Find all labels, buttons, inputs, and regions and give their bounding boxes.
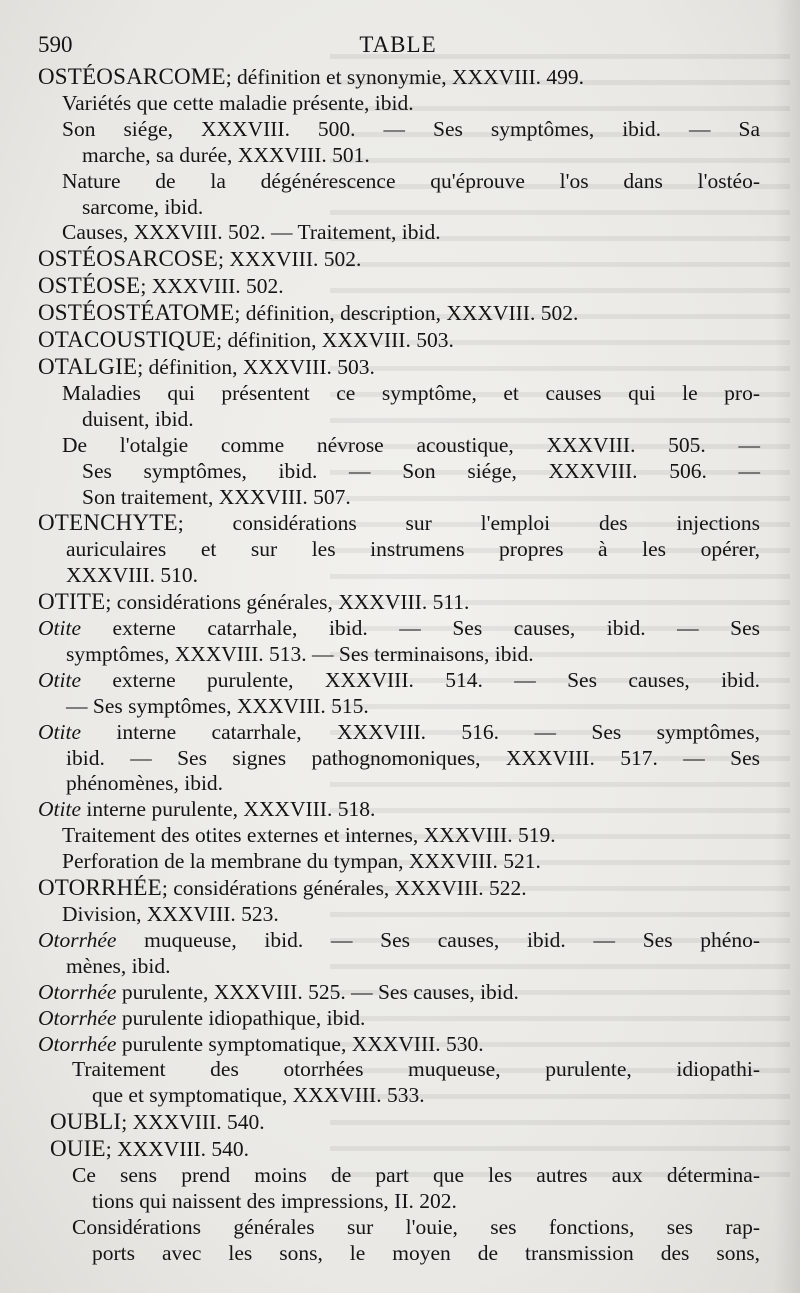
index-subentry xyxy=(38,849,760,875)
index-subentry xyxy=(38,117,760,169)
page-number: 590 xyxy=(38,32,73,57)
index-entry xyxy=(38,354,760,381)
entry-text: ; définition et synonymie, XXXVIII. 499. xyxy=(225,65,584,89)
entry-text: purulente, XXXVIII. 525. — Ses causes, ibid. xyxy=(116,979,519,1004)
entry-text: ; définition, description, XXXVIII. 502. xyxy=(234,301,579,326)
entry-heading-italic: Otite xyxy=(38,667,81,692)
entry-text: ; considérations générales, XXXVIII. 522. xyxy=(161,876,527,901)
entry-heading: OTACOUSTIQUE xyxy=(38,327,217,353)
index-entries xyxy=(38,64,760,1267)
index-entry xyxy=(38,64,760,91)
entry-text: Traitement des otites externes et internes, XXXVIII. 519. xyxy=(62,823,556,848)
entry-text: ; XXXVIII. 502. xyxy=(140,274,284,299)
entry-text: Causes, XXXVIII. 502. — Traitement, ibid. xyxy=(62,220,441,245)
entry-text: ; définition, XXXVIII. 503. xyxy=(216,328,454,353)
entry-text: ; XXXVIII. 540. xyxy=(121,1110,265,1135)
index-entry xyxy=(38,797,760,823)
entry-text: ; définition, XXXVIII. 503. xyxy=(137,354,375,379)
index-subentry xyxy=(38,1215,760,1267)
index-subentry xyxy=(38,433,760,511)
entry-heading: OSTÉOSARCOME xyxy=(38,64,226,89)
index-entry xyxy=(38,668,760,720)
entry-text-continued: auriculaires et sur les instrumens propres à les opérer, xyxy=(66,537,760,562)
entry-text: interne catarrhale, XXXVIII. 516. — Ses symptômes, xyxy=(81,719,760,744)
entry-heading-italic: Otorrhée xyxy=(38,1031,117,1056)
index-subentry xyxy=(38,1163,760,1215)
entry-heading: OTORRHÉE xyxy=(38,875,162,901)
entry-text: Son siége, XXXVIII. 500. — Ses symptômes, ibid. — Sa xyxy=(62,116,760,141)
entry-text: Variétés que cette maladie présente, ibid. xyxy=(62,90,414,115)
entry-heading: OSTÉOSE xyxy=(38,273,141,299)
entry-text: Nature de la dégénérescence qu'éprouve l'os dans l'ostéo- xyxy=(62,168,760,193)
page-edge-shadow xyxy=(774,0,800,1293)
entry-text-continued: duisent, ibid. xyxy=(82,406,194,431)
index-entry xyxy=(38,1109,760,1136)
entry-text-continued: ibid. — Ses signes pathognomoniques, XXXVIII. 517. — Ses xyxy=(66,745,760,770)
index-subentry xyxy=(38,220,760,246)
entry-text: externe catarrhale, ibid. — Ses causes, ibid. — Ses xyxy=(81,616,760,641)
entry-text-continued: phénomènes, ibid. xyxy=(66,771,224,796)
entry-heading-italic: Otite xyxy=(38,719,81,744)
index-entry xyxy=(38,980,760,1006)
index-entry xyxy=(38,246,760,273)
entry-text-continued: symptômes, XXXVIII. 513. — Ses terminaisons, ibid. xyxy=(66,641,534,666)
entry-heading-italic: Otorrhée xyxy=(38,1005,117,1030)
entry-text-continued: Ses symptômes, ibid. — Son siége, XXXVIII. 506. — xyxy=(82,458,760,483)
entry-heading: OTALGIE xyxy=(38,353,138,379)
entry-text: purulente idiopathique, ibid. xyxy=(116,1005,366,1030)
entry-heading: OTENCHYTE xyxy=(38,510,178,536)
entry-heading-italic: Otite xyxy=(38,616,81,641)
entry-text: Considérations générales sur l'ouie, ses fonctions, ses rap- xyxy=(72,1214,760,1239)
entry-heading-italic: Otorrhée xyxy=(38,979,117,1004)
entry-text: purulente symptomatique, XXXVIII. 530. xyxy=(116,1031,484,1056)
entry-text: ; considérations sur l'emploi des injections xyxy=(177,511,760,536)
index-subentry xyxy=(38,381,760,433)
index-entry xyxy=(38,510,760,589)
entry-text: Traitement des otorrhées muqueuse, purulente, idiopathi- xyxy=(72,1057,760,1082)
entry-text-continued: que et symptomatique, XXXVIII. 533. xyxy=(92,1083,425,1108)
index-entry xyxy=(38,273,760,300)
running-title: TABLE xyxy=(359,32,437,57)
entry-heading-italic: Otorrhée xyxy=(38,927,117,952)
index-subentry xyxy=(38,902,760,928)
page-header xyxy=(38,30,758,62)
entry-text-continued: marche, sa durée, XXXVIII. 501. xyxy=(82,142,370,167)
entry-text: externe purulente, XXXVIII. 514. — Ses causes, ibid. xyxy=(81,667,760,692)
entry-text: Perforation de la membrane du tympan, XXXVIII. 521. xyxy=(62,849,541,874)
entry-text: interne purulente, XXXVIII. 518. xyxy=(81,797,376,822)
entry-text: muqueuse, ibid. — Ses causes, ibid. — Ses phéno- xyxy=(116,927,760,952)
index-entry xyxy=(38,589,760,616)
entry-heading: OTITE xyxy=(38,589,106,615)
entry-heading: OSTÉOSTÉATOME xyxy=(38,300,235,326)
index-entry xyxy=(38,875,760,902)
entry-heading: OSTÉOSARCOSE xyxy=(38,246,219,272)
index-subentry xyxy=(38,91,760,117)
index-entry xyxy=(38,1136,760,1163)
index-entry xyxy=(38,1032,760,1058)
entry-text-continued: mènes, ibid. xyxy=(66,953,171,978)
entry-text-continued: Son traitement, XXXVIII. 507. xyxy=(82,484,351,509)
index-entry xyxy=(38,720,760,798)
index-subentry xyxy=(38,1057,760,1109)
index-entry xyxy=(38,327,760,354)
index-entry xyxy=(38,616,760,668)
entry-text: ; XXXVIII. 502. xyxy=(218,247,362,272)
entry-text: ; XXXVIII. 540. xyxy=(105,1137,250,1162)
index-subentry xyxy=(38,823,760,849)
index-entry xyxy=(38,928,760,980)
entry-text: Division, XXXVIII. 523. xyxy=(62,902,279,926)
entry-text: Ce sens prend moins de part que les autres aux détermina- xyxy=(72,1163,760,1188)
entry-text-continued: tions qui naissent des impressions, II. 202. xyxy=(92,1188,457,1213)
entry-text-continued: ports avec les sons, le moyen de transmission des sons, xyxy=(92,1240,760,1265)
entry-text: Maladies qui présentent ce symptôme, et causes qui le pro- xyxy=(62,380,760,405)
entry-heading: OUBLI xyxy=(50,1109,122,1135)
entry-text-continued: sarcome, ibid. xyxy=(82,194,204,219)
entry-text: ; considérations générales, XXXVIII. 511. xyxy=(105,590,470,615)
index-entry xyxy=(38,1006,760,1032)
entry-text-continued: — Ses symptômes, XXXVIII. 515. xyxy=(66,693,369,718)
index-subentry xyxy=(38,169,760,221)
entry-heading: OUIE xyxy=(50,1136,106,1162)
entry-text-continued: XXXVIII. 510. xyxy=(66,563,198,588)
entry-text: De l'otalgie comme névrose acoustique, XXXVIII. 505. — xyxy=(62,432,760,457)
index-entry xyxy=(38,300,760,327)
entry-heading-italic: Otite xyxy=(38,797,81,822)
